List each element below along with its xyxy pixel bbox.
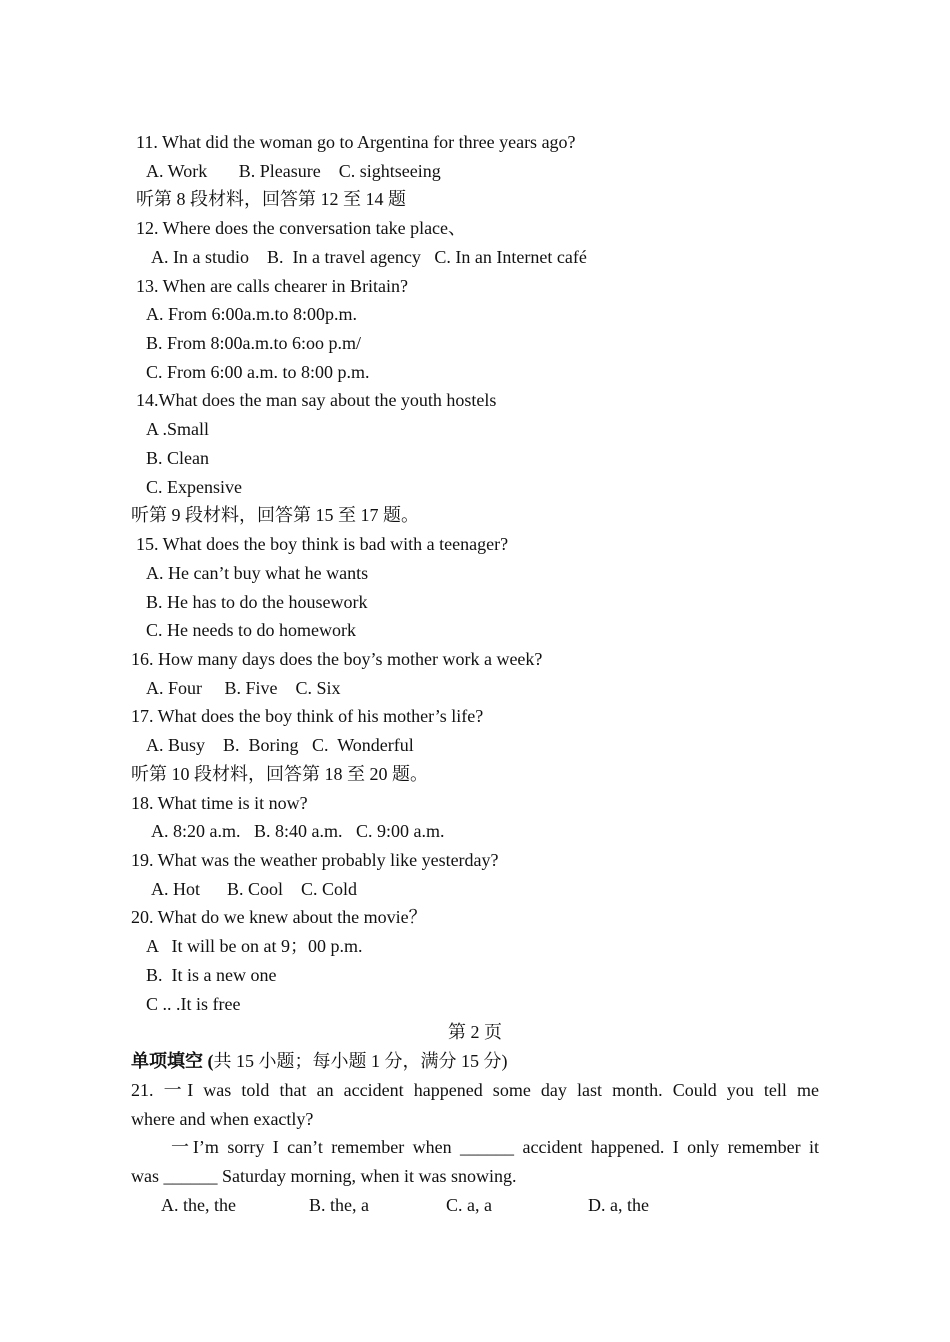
question-21-option-b: B. the, a xyxy=(309,1195,369,1215)
question-21-line-4: was ______ Saturday morning, when it was snowing. xyxy=(131,1166,517,1186)
section-8-instruction: 听第 8 段材料，回答第 12 至 14 题 xyxy=(136,189,406,209)
question-13-option-a: A. From 6:00a.m.to 8:00p.m. xyxy=(146,304,357,324)
question-19-options: A. Hot B. Cool C. Cold xyxy=(151,879,358,899)
question-15: 15. What does the boy think is bad with a teenager? xyxy=(136,534,509,554)
question-21-line-3: 一I’m sorry I can’t remember when ______ accident happened. I only remember it xyxy=(171,1137,819,1157)
question-13-option-b: B. From 8:00a.m.to 6:oo p.m/ xyxy=(146,333,362,353)
question-16: 16. How many days does the boy’s mother work a week? xyxy=(131,649,543,669)
question-20-option-b: B. It is a new one xyxy=(146,965,277,985)
section-heading-title: 单项填空 ( xyxy=(131,1051,214,1071)
question-21-option-a: A. the, the xyxy=(161,1195,236,1215)
section-10-instruction: 听第 10 段材料，回答第 18 至 20 题。 xyxy=(131,764,428,784)
question-12-options: A. In a studio B. In a travel agency C. In an Internet café xyxy=(151,247,587,267)
question-15-option-b: B. He has to do the housework xyxy=(146,592,368,612)
question-19: 19. What was the weather probably like yesterday? xyxy=(131,850,499,870)
question-17: 17. What does the boy think of his mother’s life? xyxy=(131,706,484,726)
section-9-instruction: 听第 9 段材料，回答第 15 至 17 题。 xyxy=(131,505,419,525)
question-20-option-a: A It will be on at 9；00 p.m. xyxy=(146,936,363,956)
question-21-option-c: C. a, a xyxy=(446,1195,492,1215)
question-21-option-d: D. a, the xyxy=(588,1195,649,1215)
question-20: 20. What do we knew about the movie？ xyxy=(131,907,427,927)
question-17-options: A. Busy B. Boring C. Wonderful xyxy=(146,735,414,755)
question-15-option-c: C. He needs to do homework xyxy=(146,620,356,640)
question-14-option-b: B. Clean xyxy=(146,448,209,468)
question-14-option-c: C. Expensive xyxy=(146,477,242,497)
question-21-line-2: where and when exactly? xyxy=(131,1109,314,1129)
question-18: 18. What time is it now? xyxy=(131,793,308,813)
question-18-options: A. 8:20 a.m. B. 8:40 a.m. C. 9:00 a.m. xyxy=(151,821,445,841)
question-11: 11. What did the woman go to Argentina for three years ago? xyxy=(136,132,576,152)
question-20-option-c: C .. .It is free xyxy=(146,994,241,1014)
question-12: 12. Where does the conversation take place、 xyxy=(136,218,467,238)
question-13-option-c: C. From 6:00 a.m. to 8:00 p.m. xyxy=(146,362,370,382)
question-11-options: A. Work B. Pleasure C. sightseeing xyxy=(146,161,441,181)
question-14: 14.What does the man say about the youth hostels xyxy=(136,390,497,410)
question-21-line-1: 21. 一I was told that an accident happened some day last month. Could you tell me xyxy=(131,1080,819,1100)
page-number: 第 2 页 xyxy=(448,1022,502,1042)
section-heading xyxy=(131,1049,508,1073)
question-14-option-a: A .Small xyxy=(146,419,210,439)
question-13: 13. When are calls chearer in Britain? xyxy=(136,276,409,296)
question-15-option-a: A. He can’t buy what he wants xyxy=(146,563,369,583)
question-16-options: A. Four B. Five C. Six xyxy=(146,678,341,698)
section-heading-detail: 共 15 小题；每小题 1 分，满分 15 分) xyxy=(213,1051,508,1071)
